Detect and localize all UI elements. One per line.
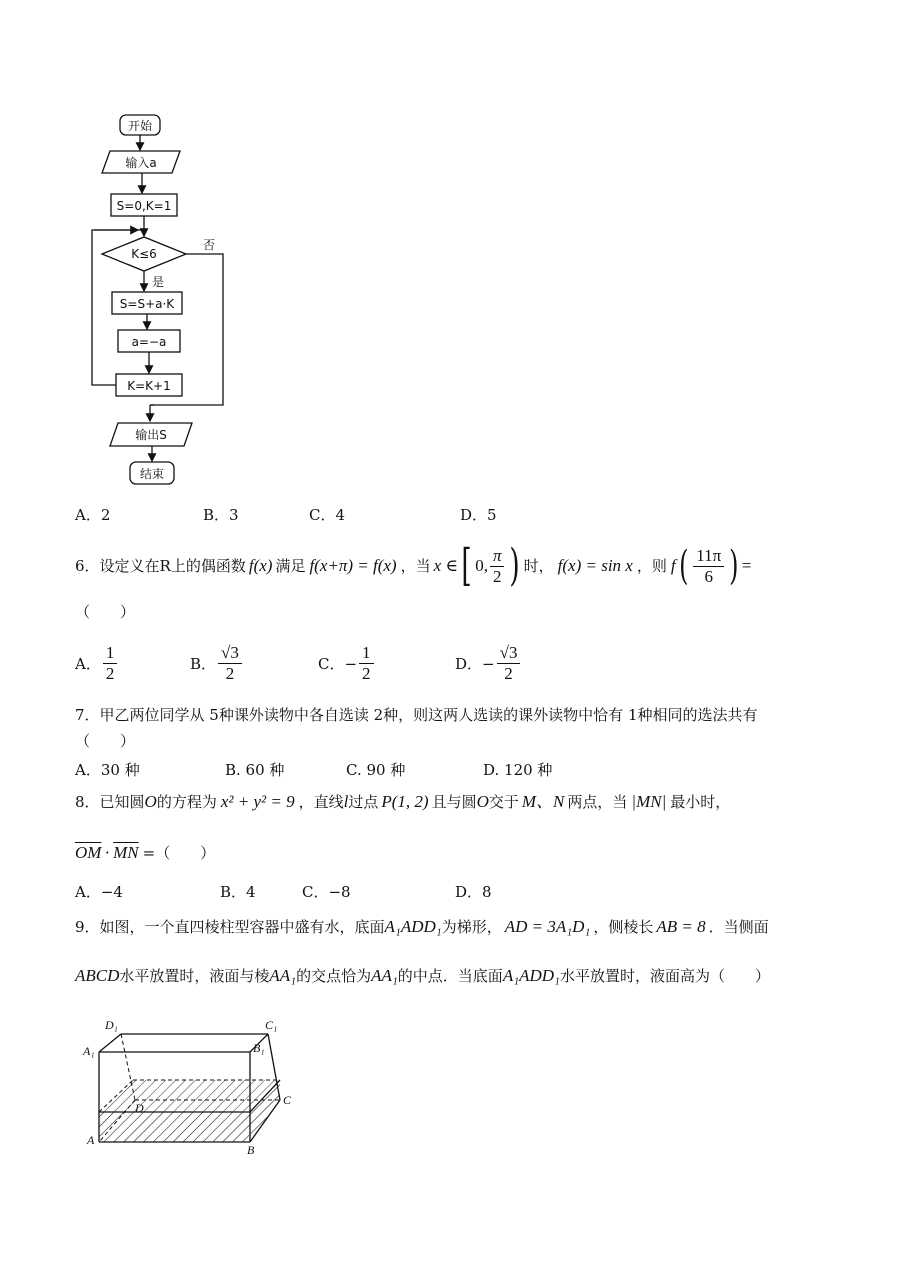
flow-output-text: 输出S [135,428,167,442]
q8-option-d: D．8 [455,883,492,901]
q6-text-5: ，则 [636,557,667,575]
label-D: D [135,1101,144,1115]
q5-option-a: A．2 [75,506,111,524]
q8-option-b: B．4 [220,883,256,901]
q5-option-b: B．3 [203,506,239,524]
flow-yes-text: 是 [152,275,165,289]
q6-text-1: 设定义在R上的偶函数 [99,557,246,575]
q7-stem: 7．甲乙两位同学从 5种课外读物中各自选读 2种，则这两人选读的课外读物中恰有 1种相同的选法共有 [75,706,758,724]
q8-MN-abs: |MN| [631,792,667,811]
q6-sin: f(x) = sin x [557,556,633,575]
q8-option-c: C．−8 [302,883,351,901]
flow-end-text: 结束 [139,467,165,481]
q7-option-a: A．30 种 [75,761,140,779]
q7-option-c: C. 90 种 [346,761,406,779]
label-C: C [283,1093,292,1107]
q6-option-d: D．− $\frac{√3}{2}$ [455,643,522,684]
q9-stem-line1: 9．如图，一个直四棱柱型容器中盛有水，底面 A₁ADD₁ 为梯形， AD = 3A₁D₁ ，侧棱长 AB = 8 ．当侧面 [75,917,769,936]
q6-blank: （ ） [75,603,136,621]
q7-option-d: D. 120 种 [483,761,553,779]
label-A: A [87,1133,95,1147]
q6-interval-left: 0, [475,556,488,575]
q6-text-4: 时， [523,557,554,575]
q6-equation: f(x+π) = f(x) [309,556,397,575]
q6-text-3: ，当 [400,557,431,575]
label-B: B [247,1143,255,1157]
q7-option-b: B. 60 种 [225,761,285,779]
q6-number: 6． [75,557,100,575]
q9-stem-line2: ABCD 水平放置时，液面与棱 AA₁ 的交点恰为 AA₁ 的中点．当底面 A₁ADD₁ 水平放置时，液面高为（ ） [75,966,770,985]
q8-vec-mn: $\overline{MN}$ [113,843,139,862]
flow-no-text: 否 [203,238,216,252]
label-B1: B₁ [253,1041,265,1055]
q6-left-bracket: [ [461,540,472,591]
flow-input-text: 输入a [125,156,157,170]
q6-lparen: ( [678,543,689,589]
q6-pi-over-2: $\frac{\pi}{2}$ [490,546,505,587]
q6-right-bracket: ) [509,540,521,591]
q6-rparen: ) [729,543,739,589]
q7-blank: （ ） [75,732,136,750]
q6-stem [75,540,752,591]
flow-cond-text: K≤6 [131,247,157,261]
q6-option-c: C．− $\frac{1}{2}$ [318,643,376,684]
q8-vec-om: $\overline{OM}$ [75,843,102,862]
q8-O: O [144,792,157,811]
flow-step2-text: a=−a [131,335,167,349]
label-C1: C₁ [265,1018,278,1032]
q6-option-a: A． $\frac{1}{2}$ [75,643,119,684]
q6-f: f [670,556,676,575]
flowchart [80,105,250,495]
q5-option-c: C．4 [309,506,346,524]
prism-figure [75,1012,315,1157]
flow-step3-text: K=K+1 [127,379,171,393]
q8-vector-eq: $\overline{OM}$ · $\overline{MN}$ =（ ） [75,843,216,862]
q6-fx: f(x) [248,556,273,575]
flow-init-text: S=0,K=1 [116,199,172,213]
q6-equals: = [741,556,752,575]
q8-l: l [343,792,349,811]
flow-step1-text: S=S+a·K [119,297,175,311]
q5-option-d: D．5 [460,506,497,524]
q8-stem: 8．已知圆 O 的方程为 x² + y² = 9 ，直线 l 过点 P(1, 2) 且与圆 O 交于 M、N 两点，当 |MN| 最小时， [75,792,731,811]
flow-start-text: 开始 [127,119,153,133]
label-A1: A₁ [83,1044,95,1058]
q6-x-in: x ∈ [433,556,459,575]
label-D1: D₁ [105,1018,118,1032]
q8-circle-eq: x² + y² = 9 [220,792,295,811]
q6-eleven-pi-over-6: $\frac{11\pi}{6}$ [693,546,724,587]
q6-option-b: B． $\frac{√3}{2}$ [190,643,244,684]
q8-MN-points: M、N [521,792,565,811]
q6-text-2: 满足 [275,557,306,575]
q8-option-a: A．−4 [75,883,123,901]
q8-P: P(1, 2) [381,792,429,811]
